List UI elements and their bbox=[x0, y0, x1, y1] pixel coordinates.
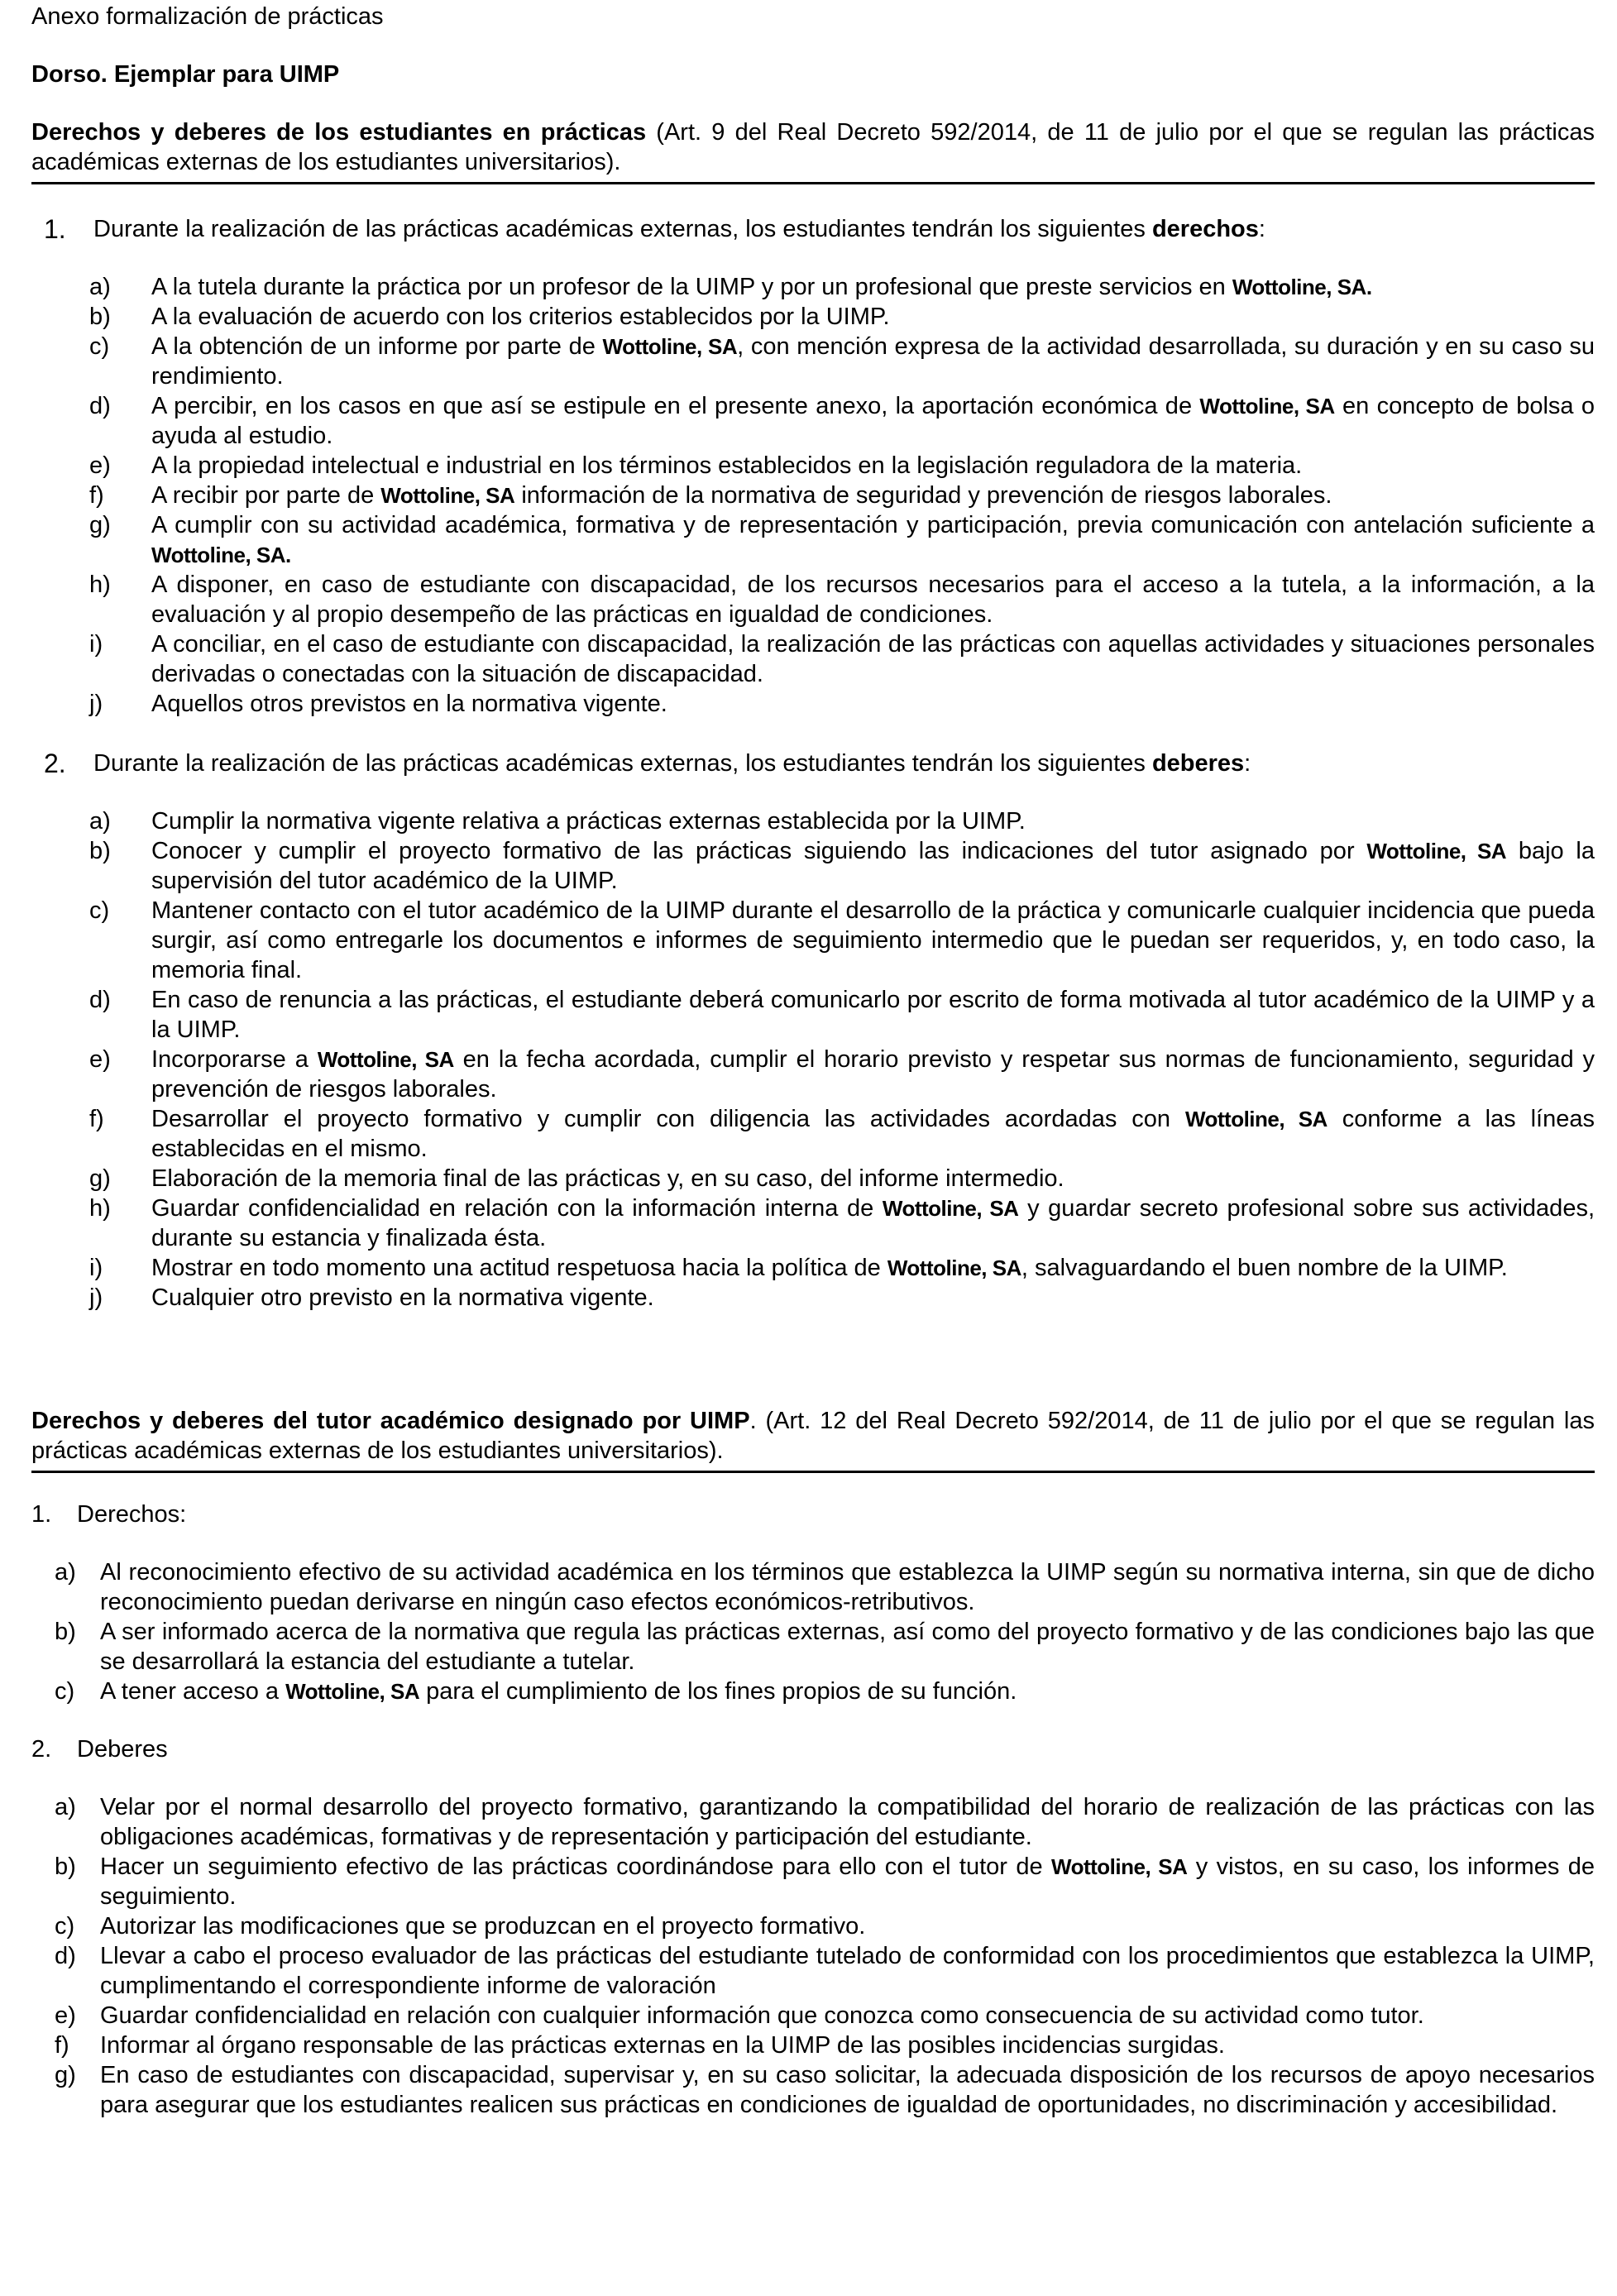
item-text bbox=[100, 1677, 1595, 1706]
annex-heading: Anexo formalización de prácticas bbox=[31, 3, 384, 30]
student-ref: (Art. 9 del Real Decreto 592/2014, de 11 de julio por el que se regulan las prácticas académicas externas de los estudiantes universitarios). bbox=[31, 119, 1595, 175]
item-text-pre: Cualquier otro previsto en la normativa vigente. bbox=[151, 1284, 654, 1311]
item-label: b) bbox=[89, 304, 111, 330]
item-label: d) bbox=[55, 1943, 76, 1969]
item-label: i) bbox=[89, 631, 103, 658]
item-text bbox=[151, 629, 1595, 689]
organization-name: Wottoline, SA bbox=[285, 1679, 420, 1704]
item-text-pre: A recibir por parte de bbox=[151, 482, 381, 509]
list-item bbox=[31, 1193, 1595, 1253]
item-text-post: bajo la supervisión del tutor académico de la UIMP. bbox=[151, 838, 1595, 894]
student-duties-list bbox=[31, 806, 1595, 1313]
list-item bbox=[31, 2001, 1595, 2031]
item-label: g) bbox=[89, 1165, 111, 1192]
item-text-pre: Guardar confidencialidad en relación con la información interna de bbox=[151, 1195, 883, 1222]
item-label: e) bbox=[89, 1046, 111, 1073]
organization-name: Wottoline, SA bbox=[882, 1196, 1019, 1221]
item-label: e) bbox=[55, 2002, 76, 2029]
item-text-pre: Elaboración de la memoria final de las prácticas y, en su caso, del informe intermedio. bbox=[151, 1165, 1064, 1192]
item-label: b) bbox=[55, 1619, 76, 1645]
list-item bbox=[31, 332, 1595, 391]
item-text-pre: A percibir, en los casos en que así se estipule en el presente anexo, la aportación económica de bbox=[151, 393, 1200, 419]
item-label: d) bbox=[89, 393, 111, 419]
item-text bbox=[151, 272, 1595, 302]
item-text-pre: Llevar a cabo el proceso evaluador de las prácticas del estudiante tutelado de conformidad con los procedimientos que establezca la UIMP, cumplimentando el correspondiente informe de valoración bbox=[100, 1943, 1595, 1999]
tutor-section bbox=[31, 1406, 1595, 2120]
list-item bbox=[31, 510, 1595, 570]
organization-name: Wottoline, SA bbox=[380, 483, 515, 508]
item-text bbox=[151, 806, 1595, 836]
item-text-post: conforme a las líneas establecidas en el mismo. bbox=[151, 1106, 1595, 1162]
item-label: f) bbox=[55, 2032, 69, 2059]
list-item bbox=[31, 1911, 1595, 1941]
item-text-pre: Mantener contacto con el tutor académico de la UIMP durante el desarrollo de la práctica y comunicarle cualquier incidencia que pueda surgir, así como entregarle los documentos e informes de seguimiento intermedio que le puedan ser requeridos, y, en todo caso, la memoria final. bbox=[151, 897, 1595, 983]
item-label: a) bbox=[55, 1794, 76, 1820]
list-item bbox=[31, 272, 1595, 302]
item-label: i) bbox=[89, 1255, 103, 1281]
item-text-pre: A la tutela durante la práctica por un profesor de la UIMP y por un profesional que preste servicios en bbox=[151, 274, 1232, 300]
item-text bbox=[151, 332, 1595, 391]
organization-name: Wottoline, SA bbox=[887, 1256, 1021, 1280]
list-item bbox=[31, 985, 1595, 1045]
item-text-pre: A conciliar, en el caso de estudiante con discapacidad, la realización de las prácticas con aquellas actividades y situaciones personales derivadas o conectadas con la situación de discapacidad. bbox=[151, 631, 1595, 687]
list-item bbox=[31, 302, 1595, 332]
item-text-pre: En caso de estudiantes con discapacidad, supervisar y, en su caso solicitar, la adecuada disposición de los recursos de apoyo necesarios para asegurar que los estudiantes realicen sus prácticas en condiciones de igualdad de oportunidades, no discriminación y accesibilidad. bbox=[100, 2062, 1595, 2118]
list-item bbox=[31, 1045, 1595, 1104]
item-label: j) bbox=[89, 1284, 103, 1311]
item-text-pre: Incorporarse a bbox=[151, 1046, 318, 1073]
item-text-post: y vistos, en su caso, los informes de seguimiento. bbox=[100, 1854, 1595, 1910]
item-text-pre: Desarrollar el proyecto formativo y cumplir con diligencia las actividades acordadas con bbox=[151, 1106, 1185, 1132]
list-number: 2. bbox=[44, 749, 66, 778]
item-text-pre: Hacer un seguimiento efectivo de las prácticas coordinándose para ello con el tutor de bbox=[100, 1854, 1051, 1880]
tutor-rights-label: Derechos: bbox=[77, 1501, 187, 1528]
student-section-title bbox=[31, 117, 1595, 177]
list-item bbox=[31, 570, 1595, 629]
organization-name: Wottoline, SA. bbox=[1232, 275, 1372, 299]
item-text bbox=[151, 1193, 1595, 1253]
item-label: c) bbox=[89, 897, 110, 924]
list-item bbox=[31, 806, 1595, 836]
item-text bbox=[151, 1045, 1595, 1104]
student-duties-heading bbox=[31, 749, 1595, 778]
item-text bbox=[151, 1253, 1595, 1283]
tutor-duties-list bbox=[31, 1792, 1595, 2120]
list-item bbox=[31, 1677, 1595, 1706]
rights-intro: Durante la realización de las prácticas académicas externas, los estudiantes tendrán los siguientes bbox=[93, 216, 1152, 242]
tutor-duties-heading bbox=[31, 1734, 1595, 1764]
list-item bbox=[31, 451, 1595, 481]
item-text-pre: A cumplir con su actividad académica, formativa y de representación y participación, previa comunicación con antelación suficiente a bbox=[151, 512, 1595, 538]
list-item bbox=[31, 629, 1595, 689]
list-item bbox=[31, 1283, 1595, 1313]
organization-name: Wottoline, SA bbox=[1199, 394, 1335, 419]
tutor-rights-list bbox=[31, 1557, 1595, 1706]
student-title: Derechos y deberes de los estudiantes en prácticas bbox=[31, 119, 647, 146]
organization-name: Wottoline, SA bbox=[1366, 839, 1507, 863]
item-text-pre: A la propiedad intelectual e industrial en los términos establecidos en la legislación reguladora de la materia. bbox=[151, 452, 1303, 479]
tutor-section-title bbox=[31, 1406, 1595, 1466]
item-text bbox=[100, 2031, 1595, 2060]
organization-name: Wottoline, SA bbox=[1184, 1107, 1328, 1131]
item-text-pre: Informar al órgano responsable de las prácticas externas en la UIMP de las posibles incidencias surgidas. bbox=[100, 2032, 1225, 2059]
organization-name: Wottoline, SA bbox=[317, 1047, 454, 1072]
list-item bbox=[31, 896, 1595, 985]
list-item bbox=[31, 836, 1595, 896]
copy-heading: Dorso. Ejemplar para UIMP bbox=[31, 61, 340, 88]
item-text bbox=[151, 985, 1595, 1045]
item-text bbox=[151, 481, 1595, 510]
item-text bbox=[151, 1164, 1595, 1193]
organization-name: Wottoline, SA bbox=[602, 334, 738, 359]
item-label: d) bbox=[89, 987, 111, 1013]
item-text-post: información de la normativa de seguridad y prevención de riesgos laborales. bbox=[514, 482, 1332, 509]
tutor-ref: . (Art. 12 del Real Decreto 592/2014, de 11 de julio por el que se regulan las prácticas académicas externas de los estudiantes universitarios). bbox=[31, 1408, 1595, 1464]
item-label: f) bbox=[89, 482, 104, 509]
item-text bbox=[151, 896, 1595, 985]
list-item bbox=[31, 1792, 1595, 1852]
item-text-pre: En caso de renuncia a las prácticas, el estudiante deberá comunicarlo por escrito de forma motivada al tutor académico de la UIMP y a la UIMP. bbox=[151, 987, 1595, 1043]
student-rights-heading bbox=[31, 214, 1595, 244]
item-label: b) bbox=[55, 1854, 76, 1880]
item-label: a) bbox=[55, 1559, 76, 1586]
item-text bbox=[151, 451, 1595, 481]
item-text-pre: Velar por el normal desarrollo del proyecto formativo, garantizando la compatibilidad del horario de realización de las prácticas con las obligaciones académicas, formativas y de representación y participación del estudiante. bbox=[100, 1794, 1595, 1850]
list-item bbox=[31, 1104, 1595, 1164]
item-text bbox=[151, 689, 1595, 719]
item-text bbox=[100, 2060, 1595, 2120]
item-text-pre: Cumplir la normativa vigente relativa a prácticas externas establecida por la UIMP. bbox=[151, 808, 1026, 835]
list-item bbox=[31, 1852, 1595, 1911]
item-text bbox=[100, 1911, 1595, 1941]
item-label: a) bbox=[89, 274, 111, 300]
item-label: g) bbox=[55, 2062, 76, 2088]
list-item bbox=[31, 391, 1595, 451]
item-label: g) bbox=[89, 512, 111, 538]
item-text bbox=[100, 1792, 1595, 1852]
item-text-pre: A la evaluación de acuerdo con los criterios establecidos por la UIMP. bbox=[151, 304, 890, 330]
item-text-pre: Mostrar en todo momento una actitud respetuosa hacia la política de bbox=[151, 1255, 887, 1281]
list-number: 2. bbox=[31, 1736, 52, 1763]
item-text-post: , con mención expresa de la actividad desarrollada, su duración y en su caso su rendimiento. bbox=[151, 333, 1595, 390]
item-label: c) bbox=[55, 1678, 75, 1705]
tutor-rights-heading bbox=[31, 1500, 1595, 1529]
item-label: h) bbox=[89, 572, 111, 598]
item-label: h) bbox=[89, 1195, 111, 1222]
item-text bbox=[100, 1617, 1595, 1677]
item-text bbox=[151, 1104, 1595, 1164]
student-rights-list bbox=[31, 272, 1595, 719]
item-text bbox=[151, 510, 1595, 570]
item-text bbox=[151, 1283, 1595, 1313]
list-item bbox=[31, 1164, 1595, 1193]
list-item bbox=[31, 1557, 1595, 1617]
list-item bbox=[31, 2031, 1595, 2060]
duties-colon: : bbox=[1244, 750, 1251, 777]
item-text-post: para el cumplimiento de los fines propios de su función. bbox=[419, 1678, 1017, 1705]
list-item bbox=[31, 2060, 1595, 2120]
student-section bbox=[31, 117, 1595, 1313]
list-number: 1. bbox=[31, 1501, 52, 1528]
list-item bbox=[31, 1253, 1595, 1283]
item-text-post: en la fecha acordada, cumplir el horario previsto y respetar sus normas de funcionamiento, seguridad y prevención de riesgos laborales. bbox=[151, 1046, 1595, 1103]
item-text bbox=[100, 1557, 1595, 1617]
duties-intro: Durante la realización de las prácticas académicas externas, los estudiantes tendrán los siguientes bbox=[93, 750, 1152, 777]
item-label: e) bbox=[89, 452, 111, 479]
item-label: c) bbox=[89, 333, 110, 360]
item-text bbox=[151, 391, 1595, 451]
item-text-pre: Guardar confidencialidad en relación con cualquier información que conozca como consecuencia de su actividad como tutor. bbox=[100, 2002, 1424, 2029]
tutor-duties-label: Deberes bbox=[77, 1736, 168, 1763]
tutor-title: Derechos y deberes del tutor académico designado por UIMP bbox=[31, 1408, 750, 1434]
list-item bbox=[31, 481, 1595, 510]
item-text-pre: A tener acceso a bbox=[100, 1678, 286, 1705]
item-text bbox=[151, 302, 1595, 332]
item-text-post: y guardar secreto profesional sobre sus actividades, durante su estancia y finalizada ésta. bbox=[151, 1195, 1595, 1251]
item-text bbox=[100, 1852, 1595, 1911]
item-label: j) bbox=[89, 691, 103, 717]
organization-name: Wottoline, SA bbox=[1051, 1854, 1188, 1879]
organization-name: Wottoline, SA. bbox=[151, 543, 291, 567]
item-label: c) bbox=[55, 1913, 75, 1940]
item-text-pre: Al reconocimiento efectivo de su actividad académica en los términos que establezca la UIMP según su normativa interna, sin que de dicho reconocimiento puedan derivarse en ningún caso efectos económicos-retributivos. bbox=[100, 1559, 1595, 1615]
item-label: a) bbox=[89, 808, 111, 835]
list-number: 1. bbox=[44, 214, 66, 244]
item-text bbox=[100, 1941, 1595, 2001]
item-text-post: , salvaguardando el buen nombre de la UIMP. bbox=[1021, 1255, 1508, 1281]
list-item bbox=[31, 1617, 1595, 1677]
item-text-pre: A disponer, en caso de estudiante con discapacidad, de los recursos necesarios para el acceso a la tutela, a la información, a la evaluación y al propio desempeño de las prácticas en igualdad de condiciones. bbox=[151, 572, 1595, 628]
item-label: b) bbox=[89, 838, 111, 864]
item-text-pre: A la obtención de un informe por parte de bbox=[151, 333, 603, 360]
item-text bbox=[151, 836, 1595, 896]
item-label: f) bbox=[89, 1106, 104, 1132]
item-text-pre: Aquellos otros previstos en la normativa vigente. bbox=[151, 691, 667, 717]
item-text-pre: A ser informado acerca de la normativa que regula las prácticas externas, así como del proyecto formativo y de las condiciones bajo las que se desarrollará la estancia del estudiante a tutelar. bbox=[100, 1619, 1595, 1675]
rights-colon: : bbox=[1258, 216, 1265, 242]
item-text bbox=[100, 2001, 1595, 2031]
list-item bbox=[31, 689, 1595, 719]
duties-keyword: deberes bbox=[1151, 750, 1245, 777]
item-text-post: en concepto de bolsa o ayuda al estudio. bbox=[151, 393, 1595, 449]
item-text-pre: Conocer y cumplir el proyecto formativo de las prácticas siguiendo las indicaciones del tutor asignado por bbox=[151, 838, 1367, 864]
list-item bbox=[31, 1941, 1595, 2001]
item-text bbox=[151, 570, 1595, 629]
item-text-pre: Autorizar las modificaciones que se produzcan en el proyecto formativo. bbox=[100, 1913, 866, 1940]
rights-keyword: derechos bbox=[1151, 216, 1259, 242]
